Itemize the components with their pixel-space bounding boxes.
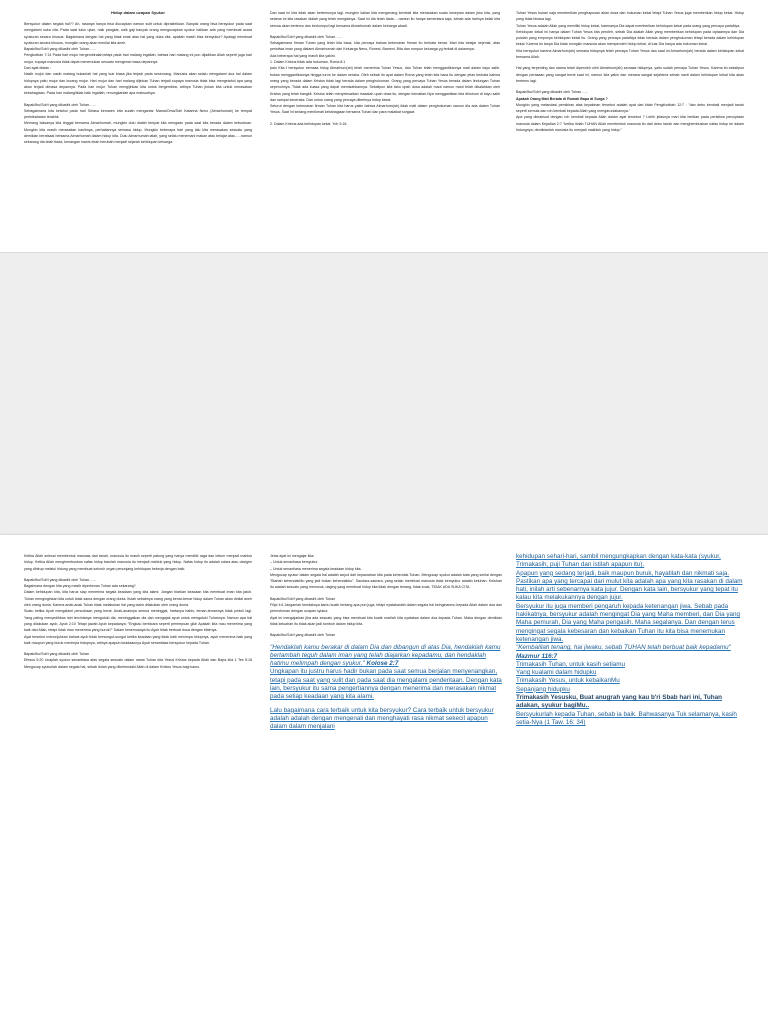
paragraph: Ayat tersebut menunjukkan bahwa ayub tidak bersungut-sungut ketika keadaan yang tidak baik menimpa hidupnya, ayub menerima baik yang baik maupun yang buruk menimpa hidupnya, artinya apapun keadaannya Ayub senantiasa bersyukur kepada Tuhan.	[24, 634, 252, 645]
section-heading: Apakah Orang Mati Berada di Rumah Bapa di Surga ?	[516, 96, 608, 101]
page2-column-1	[24, 553, 252, 1021]
paragraph: palu Kita t bersyukur semasa hidup Almarhum(ah) telah menerima Tuhan Yesus, dan Tuhan telah menggantikannya mati dalam kayu salib. bukan menggantikannya hingga turun ke dalam neraka. Oleh sebab itu ayat dalam Roma yang telah kita baca itu dengan jelas berkata bahwa orang yang berada dalam Kristus tidak lagi berada dalam penghukuman. Orang yang percaya Tuhan Yesus berada dalam lindungan Tuhan sepenuhnya. Tidak ada kuasa yang dapat memisahkannya. Sekalipun kita tahu upah dosa adalah maut namun maut telah dikalahkan oleh Kristus yang telah bangkit. Kristus telah menyelesaikan masalah upah dosa itu, dengan kematian-Nya menggantikan kita dihukum di kayu salib dan sampai keneraka. Dan untuk orang yang percaya diberinya hidup kekal.	[270, 66, 500, 102]
closing-verse: Bersyukurlah kepada Tuhan, sebab ia baik. Bahwasanya Tuk selamanya, kasih setia-Nya (1 Taw. 16: 34)	[516, 710, 737, 726]
paragraph: Pengkotbah 7:14 Pada hari mujur bergembiralah,tetapi pada hari malang ingatlah, bahwa hari malang ini pun dijadikan Allah seperti juga hari mujur, supaya manusia tidak dapat menemukan sesuatu mengenai masa depannya.	[24, 53, 252, 64]
paragraph: Kehidupan kekal ini hanya dalam Tuhan Yesus kita peroleh, sebab Dia adalah Allah yang memberikan kehidupan pada ciptaannya dan Dia pulalah yang empunya kehidupan kekal itu. Orang yang percaya padaNya tidak berada dalam penghukuman tetapi berada dalam kehidupan kekal. Karena itu tanpa Dia tidak mungkin manusia akan memperoleh hidup kekal, di luar Dia hanya ada hukuman kekal.	[516, 29, 744, 47]
song-chorus: Trimakasih Yesusku, Buat anugrah yang kau b'ri Sbab hari ini, Tuhan adakan, syukur bagiMu..	[516, 694, 722, 710]
document-page-1	[0, 0, 768, 252]
paragraph: Sebagaimana kita ketahui pada hari Selasa kemaren kita sudah mengantar Mama/Oma/Sdri Katarina Neno (Almarhumah) ke tempat peristirahatan terakhir.	[24, 108, 252, 120]
paragraph: Bapak/Ibu/Sdr/i yang dikasihi oleh Tuhan……	[24, 102, 97, 107]
highlighted-paragraph: Apapun yang sedang terjadi, baik maupun buruk, hayatilah dan nikmati saja. Pastikan apa yang tercapai dari mulut kita adalah apa yang kita rasakan di dalam hati, inilah arti sebenarnya kata jujur. Dengan kata lain, bersyukur yang tepat itu kalau kita melakukannya dengan jujur.	[516, 569, 743, 602]
paragraph: Bapak/Ibu/Sdr/i yang dikasihi oleh Tuhan……	[270, 34, 343, 39]
scripture-quote-text: "Kembalilah tenang, hai jiwaku, sebab TUHAN telah berbuat baik kepadamu"	[516, 644, 731, 652]
paragraph: Dalam kehidupan kita, kita harus siap menerima segala keadaan yang kita alami. Jangan biarkan keadaan kita membuat iman kita jatuh. Tuhan menginginkan kita untuk tidak sama dengan orang dunia. Itulah sebabnya orang yang benar-benar hidup dalam Tuhan akan dinilai aneh oleh orang dunia. Karena anak-anak Tuhan tidak melakukan hal yang lazim dilakukan oleh orang dunia.	[24, 590, 252, 608]
page1-column-2	[270, 10, 500, 250]
document-title: Hidup dalam ucapan Syukur	[111, 10, 165, 15]
paragraph: 2. Dalam Kristus ada kehidupan kekal. Yoh 3:16.	[270, 121, 348, 126]
paragraph: Filipi 4:6 Janganlah hendaknya kamu kuatir tentang apa pun juga, tetapi nyatakanlah dalam segala hal keinginanmu kepada Allah dalam doa dan permohonan dengan ucapan syukur.	[270, 603, 502, 614]
paragraph: Kita bersyukur karena Almarhum(ah) semasa hidupnya telah percaya Tuhan Yesus dan saat ini Almarhum(ah) berada dalam kehidupan kekal bersama Allah.	[516, 48, 744, 60]
page2-column-3	[516, 553, 744, 1021]
scripture-quote-text: "Hendaklah kamu berakar di dalam Dia dan dibangun di atas Dia, hendaklah kamu bertambah teguh dalam iman yang telah diajarkan kepadamu, dan hendaklah hatimu melimpah dengan syukur."	[270, 643, 501, 668]
paragraph: Hal yang terpenting dan utama telah diperoleh oleh Almarhum(ah) semasa hidupnya, yaitu sudah percaya Tuhan Yesus. Karena itu sekalipun dengan perasaan yang sangat berat saat ini, namun kita yakin dan merasa sangat sejahtera sebab nanti dalam kehidupan kekal kita akan bertemu lagi.	[516, 66, 744, 83]
highlighted-paragraph: Ungkapan itu justru harus hadir bukan pada saat semua berjalan menyenangkan, tetapi pada saat yang sulit dan pada saat dia mengalami penderitaan. Dengan kata lain, bersyukur itu sama pengertiannya dengan menerima dan merasakan nikmat pada setiap keadaan yang kita alami.	[270, 668, 502, 701]
paragraph: Efesus 5:20 Ucaplah syukur senantiasa atas segala sesuatu dalam nama Tuhan kita Yesus Kristus kepada Allah dan Bapa kita 1 Tes 5:18 Mengucap syukurlah dalam segala hal, sebab itulah yang dikehendaki Allah di dalam Kristus Yesus bagi kamu.	[24, 658, 252, 669]
paragraph: Bapak/Ibu/Sdr/i yang dikasihi oleh Tuhan	[24, 652, 90, 657]
paragraph: Bapak/Ibu/Sdr/i yang dikasihi oleh Tuhan	[270, 596, 336, 601]
page2-column-2	[270, 553, 502, 1021]
scripture-quote	[270, 644, 502, 669]
song-line: Trimakasih Yesus, untuk kebaikanMu	[516, 677, 620, 685]
scripture-quote	[516, 644, 744, 661]
paragraph: Bapak/Ibu/Sdr/i yang dikasihi oleh Tuhan……	[24, 47, 97, 52]
paragraph: – Untuk senantiasa menerima segala keadaan hidup kita.	[270, 566, 362, 571]
paragraph: 1. Dalam Kristus tidak ada hukuman. Roma 8:1	[270, 60, 346, 65]
scripture-reference: Mazmur 116:7	[516, 652, 558, 660]
paragraph: Bapak/Ibu/Sdr/i yang dikasihi oleh Tuhan……	[516, 90, 589, 95]
paragraph: Seturut dengan kebenaran firman Tuhan kita harus yakin bahwa Almarhum(ah) tidak mati dalam penghukuman namun dia ada dalam Tuhan Yesus. Saat ini sedang menikmati kebahagiaan bersama Tuhan dan para malaikat sorgawi.	[270, 104, 500, 115]
paragraph: Jelas ayat ini mengajar kita:	[270, 554, 315, 558]
paragraph: Mungkin yang melandasi pemikiran atas keyakinan tersebut adalah ayat dari kitab Pengkhotbah 12:7 : "dan debu kembali menjadi tanah seperti semula dan roh kembali kepada Allah yang mengaruniakannya."	[516, 102, 744, 114]
song-line: Yang kualami dalam hidupku	[516, 669, 597, 677]
paragraph: Dan saat ini kita tidak akan bertemunya lagi, mungkin kalian kita mengenang kembali kita merasakan suatu kesepian dalam jiwa kita, yang selama ini kita rasakan dialah yang telah mengisinya. Saat ini dia telah tiada.....namun itu hanya sementara saja, sebab ada harinya kelak kita semua akan bertemu dan berkumpul lagi bersama Almarhumah dalam keluarga abadi.	[270, 11, 500, 28]
song-line: Trimakasih Tuhan, untuk kasih setiamu	[516, 660, 625, 668]
paragraph: Bersyukur dalam segala hal?? Ah, rasanya hanya bisa diucapkan namun sulit untuk dipraktekkan. Banyak orang bisa bersyukur pada saat mengalami suka cita. Pada saat lulus ujian, naik pangkat, naik gaji banyak orang mengucapkan syukur bahkan ada yang membuat acara syukuran secara khusus. Bagaimana dengan hal yang tidak enak atau hal yang duka cita, apakah masih bisa bersyukur? Apalagi membuat syukuran secara khusus, mungkin orang akan menilai kita aneh.	[24, 22, 252, 45]
highlighted-paragraph: kehidupan sehari-hari, sambil mengungkapkan dengan kata-kata (syukur, Trimakasih, puji Tuhan dan istilah apapun itu).	[516, 553, 721, 569]
paragraph: Mengucap syukur dalam segala hal adalah wujud dari kepasrahan kita pada kehendak Tuhan. Mengucap syukur adalah kata yang serilai dengan "Biarlah kehendakMu yang jadi bukan kehendakku". Saudara-saurara, yang selalu membuat manusia tidak bersyukur adalah keluhan. Keluhan itu adalah sesuatu yang menusuk, daging yang membuat hidup kita tidak dengan tenang, tidak enak, TIDAK ADA SUKA CITA.	[270, 572, 502, 590]
paragraph: – Untuk senantiasa bersyukur	[270, 560, 318, 565]
paragraph: Ketika Allah selesai membentuk manusia dari tanah, manusia itu masih seperti patung yang hanya memiliki raga dan belum menjadi mahluk hidup. Ketika Allah menghembuskan nafas hidup barulah manusia itu menjadi mahluk yang hidup. Nafas hidup itu adalah udara atau oksigen yang dihirup melalui hidung yang membuat seluruh organ penunjang kehidupan bekerja dengan baik.	[24, 554, 252, 571]
highlighted-paragraph: Lalu bagaimana cara terbaik untuk kita bersyukur? Cara terbaik untuk bersyukur adalah adalah dengan mengenali dan menghayati rasa nikmat sekecil apapun dalam dalam menjalani	[270, 706, 494, 731]
paragraph: Tuhan Yesus adalah Allah yang memiliki hidup kekal, karenanya Dia dapat memberikan kehidupan kekal pada orang yang percaya padaNya.	[516, 23, 741, 28]
paragraph: Memang biasanya kita tinggal bersama Almarhumah, mungkin dulu dialah tempat kita mengadu pada saat kita berada dalam kebuntuan. Mungkin kita masih merasakan kasihnya, perhatiannya semasa hidup. Mungkin beberapa hari yang lalu kita merasakan sesuatu yang demikian beratsaat bersama Almarhumah dalam hidup kita. Dulu Almarhumah ialah, yang selalu menemani makan atau belajar atau......namun sekarang dia telah tiada, kenangan manis telah berubah menjadi sejarah kehidupan keluarga.	[24, 121, 252, 145]
paragraph: Bagaimana dengan kita yang masih diperkenan Tuhan ada sekarang?	[24, 584, 136, 589]
scripture-reference: Kolose 2:7	[366, 660, 399, 668]
paragraph: Tuhan Yesus bukan saja memberikan penghapusan akan dosa dan hukuman kekal tetapi Tuhan Yesus juga memberikan hidup kekal. Hidup yang tidak binasa lagi.	[516, 11, 744, 22]
paragraph: Sebagaimana firman Tuhan yang telah kita baca, kita percaya bahwa kebenaran firman itu berkata benar. Mari kita belajar sejenak, atas peristiwa iman yang dialami Almarhumah dan Keluarga Neno, Runesi, Bameni, Bita dan rumpun keluarga yg terkait di dalamnya.	[270, 41, 500, 52]
paragraph: Ayat ini mengajarkan jika ada sesuatu yang bisa membuat kita kuatir marilah kita nyatakan dalam doa kepada Tuhan. Maka dengan demikian tidak keluahan itu tidak akan jadi tumbuh dalam hidup kita.	[270, 615, 502, 626]
paragraph: Ada beberapa hal yang masih kita yakini.	[270, 53, 336, 58]
paragraph: Nasib mujur dan nasib malang bukanlah hal yang luar biasa jika terjadi pada seseorang. Manusia akan selalu mengalami dua hal dalam hidupnya yaitu mujur dan kurang mujur. Hari mujur dan hari malang dijinkan Tuhan terjadi supaya manusia tidak bisa mengetahui apa yang akan terjadi dimasa depannya. Pada hari mujur Tuhan mengijinkan kita untuk bergembira, artinya Tuhan jinkan kita untuk merasakan kebahagiaan. Pada hari malang/tidak baik ingatlah, renungkanlah apa maksudnya.	[24, 72, 252, 96]
paragraph: Bapak/Ibu/Sdr/i yang dikasihi oleh Tuhan	[270, 633, 336, 638]
page-gap	[0, 253, 768, 535]
paragraph: Apa yang dimaksud dengan roh kembali kepada Allah dalam ayat tersebut ? Lebih jelasnya mari kita berikan pada peristiwa penciptaan manusia dalam Kejadian 2:7 "ketika itulah TUHAN Allah membentuk manusia itu dari debu tanah dan menghembuskan nafas hidup ke dalam hidungnya; demikianlah manusia itu menjadi makhluk yang hidup."	[516, 115, 744, 133]
highlighted-paragraph: Bersyukur itu juga memberi pengaruh kepada ketenangan jiwa. Sebab pada hakikatnya, bersyukur adalah mengingat Dia yang Maha memberi, dan Dia yang Maha pemurah, Dia yang Maha pengasih. Maha segalanya. Dan dengan terus mengingat segala kebesaran dan kebaikan Tuhan itu kita bisa menemukan ketenangan jiwa.	[516, 602, 741, 643]
page1-column-3	[516, 10, 744, 250]
page1-column-1	[24, 10, 252, 250]
document-page-2	[0, 535, 768, 1024]
paragraph: Suatu ketika Ayub mengalami pencobaan yang berat. Anak-anaknya semua meninggal, hartanya habis, teman-temannya tidak peduli lagi. Yang paling menyedihkan istri tercintanya mengutuki dia, meninggalkan dia dan mengajak ayub untuk mengutuki Tuhannya. Namun apa hal yang dilakukan ayub, Ayub 2:10 Tetapi jawab Ayub kepadanya: "Engkau berbicara seperti perempuan gila! Apakah kita mau menerima yang baik dari Allah, tetapi tidak mau menerima yang buruk?" Dalam kesemuanya itu Ayub tidak berbuat dosa dengan bibirnya.	[24, 609, 252, 633]
song-line: Sepanjang hidupku	[516, 685, 570, 693]
paragraph: Dari ayat diatas :	[24, 66, 51, 71]
paragraph: Bapak/Ibu/Sdr/i yang dikasihi oleh Tuhan……	[24, 577, 97, 582]
